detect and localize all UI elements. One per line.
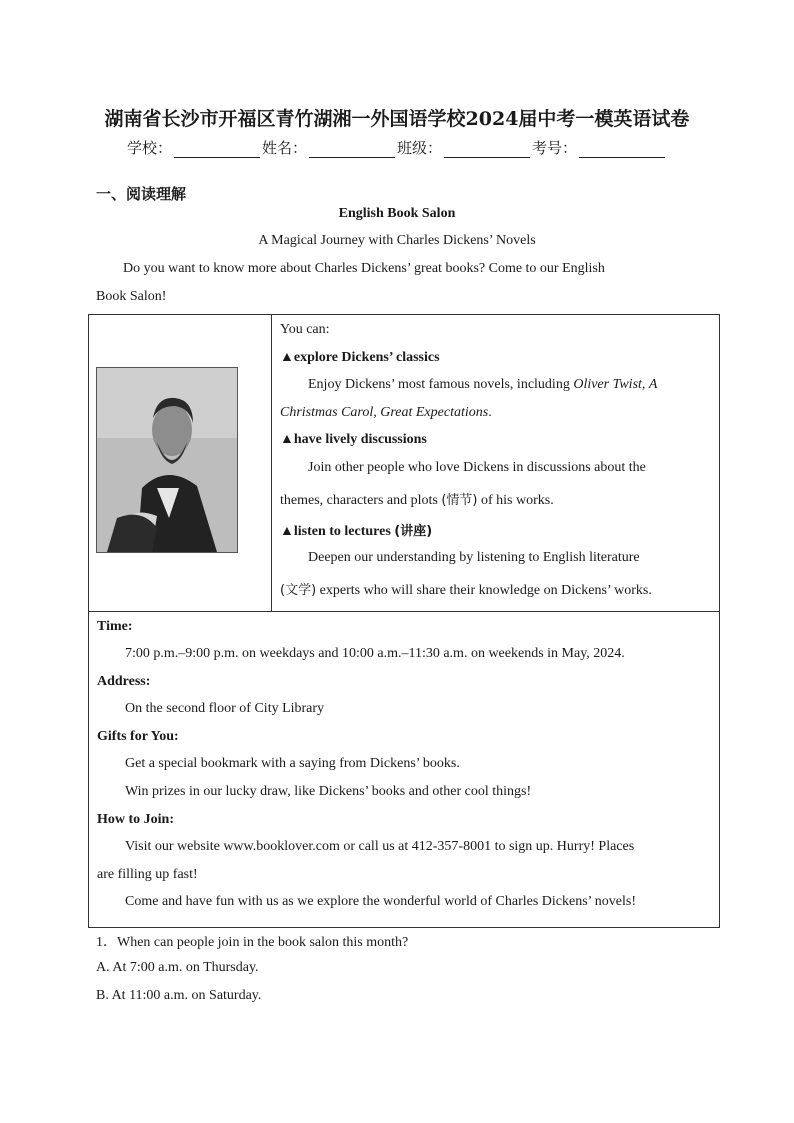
item1-separator: , [641, 377, 649, 392]
book-oliver-twist: Oliver Twist [573, 377, 642, 392]
section-heading: 一、阅读理解 [96, 185, 187, 203]
item2-text: themes, characters and plots [280, 493, 442, 508]
item1-line2 [280, 405, 492, 421]
gifts-line-1: Get a special bookmark with a saying from Dickens’ books. [125, 756, 460, 771]
intro-line-1: Do you want to know more about Charles Dickens’ great books? Come to our English [123, 261, 605, 276]
book-christmas-carol: Christmas Carol [280, 405, 374, 420]
item2-gloss: (情节) [441, 493, 478, 508]
item2-line1: Join other people who love Dickens in discussions about the [308, 460, 646, 475]
item2-line2 [280, 489, 554, 509]
exam-title: 湖南省长沙市开福区青竹湖湘一外国语学校2024届中考一模英语试卷 [104, 108, 690, 130]
item3-line2-gloss: (文学) [280, 583, 317, 598]
you-can-label: You can: [280, 322, 330, 337]
item3-title [280, 520, 432, 540]
address-text: On the second floor of City Library [125, 701, 325, 716]
item3-line2 [280, 579, 652, 599]
details-cell [89, 612, 720, 928]
exam-number-label: 考号： [532, 139, 578, 157]
item3-line1: Deepen our understanding by listening to English literature [308, 550, 640, 565]
name-blank[interactable] [309, 143, 395, 158]
activities-cell [272, 315, 720, 612]
name-label: 姓名： [261, 139, 307, 157]
address-label: Address: [97, 674, 151, 689]
exam-number-blank[interactable] [579, 143, 665, 158]
school-label: 学校： [126, 139, 172, 157]
book-christmas-carol-start: A [648, 377, 658, 392]
student-info-line [0, 137, 794, 158]
gifts-label: Gifts for You: [97, 729, 179, 744]
portrait-illustration [97, 368, 237, 552]
intro-line-2: Book Salon! [96, 289, 167, 304]
item1-line1 [308, 377, 657, 393]
join-label: How to Join: [97, 812, 174, 827]
item3-title-text: ▲listen to lectures [280, 524, 395, 539]
salon-table [88, 314, 720, 928]
dickens-portrait [96, 367, 238, 553]
book-great-expectations: Great Expectations [380, 405, 489, 420]
gifts-line-2: Win prizes in our lucky draw, like Dickens’ books and other cool things! [125, 784, 532, 799]
item1-text: Enjoy Dickens’ most famous novels, including [308, 377, 574, 392]
join-line-1: Visit our website www.booklover.com or call us at 412-357-8001 to sign up. Hurry! Places [125, 839, 635, 854]
school-blank[interactable] [174, 143, 260, 158]
passage-subtitle: A Magical Journey with Charles Dickens’ Novels [258, 233, 536, 248]
time-label: Time: [97, 619, 133, 634]
portrait-cell [89, 315, 272, 612]
item3-line2-text: experts who will share their knowledge on Dickens’ works. [316, 583, 652, 598]
item2-title: ▲have lively discussions [280, 432, 427, 447]
time-text: 7:00 p.m.–9:00 p.m. on weekdays and 10:00 a.m.–11:30 a.m. on weekends in May, 2024. [125, 646, 625, 661]
option-a[interactable]: A. At 7:00 a.m. on Thursday. [96, 960, 259, 975]
join-line-3: Come and have fun with us as we explore the wonderful world of Charles Dickens’ novels! [125, 894, 636, 909]
class-label: 班级： [397, 139, 443, 157]
question-1-stem: 1．When can people join in the book salon this month? [96, 935, 409, 950]
class-blank[interactable] [444, 143, 530, 158]
option-b[interactable]: B. At 11:00 a.m. on Saturday. [96, 988, 262, 1003]
item3-gloss: (讲座) [394, 524, 433, 539]
item2-text-end: of his works. [477, 493, 554, 508]
passage-title: English Book Salon [338, 206, 456, 221]
item1-title: ▲explore Dickens’ classics [280, 350, 440, 365]
item1-end: . [488, 405, 492, 420]
join-line-2: are filling up fast! [97, 867, 198, 882]
item1-separator-2: , [373, 405, 381, 420]
